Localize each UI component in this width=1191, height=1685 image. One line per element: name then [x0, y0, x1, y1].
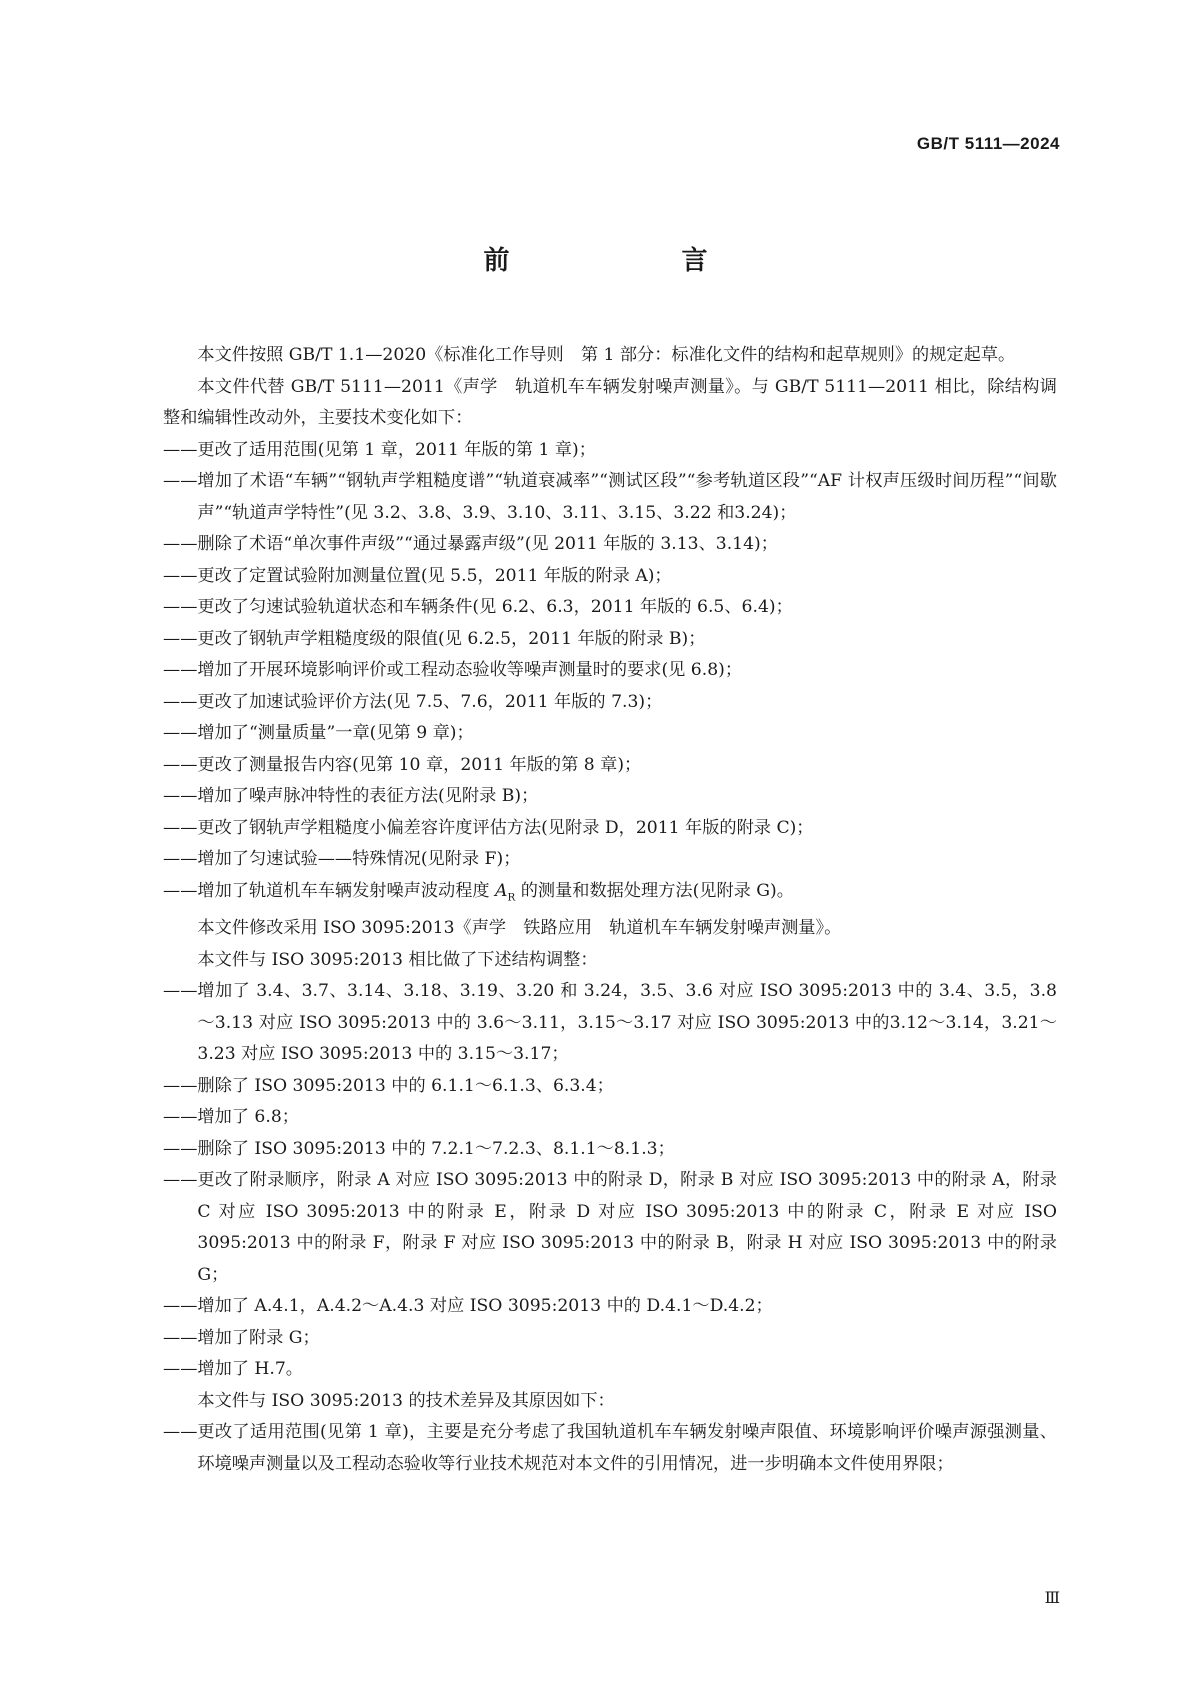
- list-item: [163, 1134, 1057, 1166]
- list-item: [163, 876, 1057, 914]
- list-item: [163, 1354, 1057, 1386]
- text: 更改了钢轨声学粗糙度级的限值(见 6.2.5，2011 年版的附录 B)；: [197, 628, 706, 649]
- list-dash: ——: [163, 597, 198, 617]
- text: 更改了测量报告内容(见第 10 章，2011 年版的第 8 章)；: [197, 754, 642, 775]
- list-item: [163, 750, 1057, 782]
- standard-code: GB/T 5111—2024: [916, 134, 1060, 153]
- list-dash: ——: [163, 471, 198, 491]
- text: 更改了加速试验评价方法(见 7.5、7.6，2011 年版的 7.3)；: [197, 691, 663, 712]
- text: 更改了定置试验附加测量位置(见 5.5，2011 年版的附录 A)；: [197, 565, 672, 586]
- list-dash: ——: [163, 1296, 198, 1317]
- list-dash: ——: [163, 565, 198, 586]
- text: 本文件代替 GB/T 5111—2011《声学 轨道机车车辆发射噪声测量》。与 GB/T 5111—2011 相比，除结构调整和编辑性改动外，主要技术变化如下：: [163, 376, 1057, 428]
- paragraph: [163, 1386, 1057, 1418]
- list-dash: ——: [163, 1107, 198, 1128]
- paragraph: [163, 945, 1057, 977]
- list-dash: ——: [163, 1075, 198, 1096]
- list-item: [163, 813, 1057, 845]
- list-dash: ——: [163, 628, 198, 649]
- text: 更改了钢轨声学粗糙度小偏差容许度评估方法(见附录 D，2011 年版的附录 C)；: [197, 817, 814, 838]
- text: 增加了附录 G；: [197, 1327, 320, 1348]
- list-item: [163, 781, 1057, 813]
- list-item: [163, 687, 1057, 719]
- list-item: [163, 1323, 1057, 1355]
- text: 删除了 ISO 3095:2013 中的 6.1.1～6.1.3、6.3.4；: [197, 1075, 614, 1096]
- list-dash: ——: [163, 981, 198, 1002]
- text: 增加了术语“车辆”“钢轨声学粗糙度谱”“轨道衰减率”“测试区段”“参考轨道区段”“AF 计权声压级时间历程”“间歇声”“轨道声学特性”(见 3.2、3.8、3.9、3.10、3.11、3.15、3.22 和3.24)；: [197, 471, 1057, 523]
- text: 本文件与 ISO 3095:2013 相比做了下述结构调整：: [197, 949, 598, 970]
- text: 更改了适用范围(见第 1 章)，主要是充分考虑了我国轨道机车车辆发射噪声限值、环境影响评价噪声源强测量、环境噪声测量以及工程动态验收等行业技术规范对本文件的引用情况，进一步明确本文件使用界限；: [197, 1422, 1057, 1474]
- list-dash: ——: [163, 849, 198, 869]
- text: 增加了噪声脉冲特性的表征方法(见附录 B)；: [197, 786, 539, 806]
- list-item: [163, 561, 1057, 593]
- document-body: [163, 340, 1057, 1480]
- list-item: [163, 592, 1057, 624]
- list-dash: ——: [163, 1327, 198, 1348]
- list-dash: ——: [163, 1170, 198, 1191]
- list-item: [163, 976, 1057, 1071]
- paragraph: [163, 340, 1057, 372]
- list-dash: ——: [163, 1138, 198, 1159]
- list-dash: ——: [163, 754, 198, 775]
- list-dash: ——: [163, 660, 198, 680]
- text: 更改了适用范围(见第 1 章，2011 年版的第 1 章)；: [197, 439, 596, 460]
- text: 更改了附录顺序，附录 A 对应 ISO 3095:2013 中的附录 D，附录 B 对应 ISO 3095:2013 中的附录 A，附录 C 对应 ISO 3095:2013 中的附录 E，附录 D 对应 ISO 3095:2013 中的附录 C，附录 E 对应 ISO 3095:2013 中的附录 F，附录 F 对应 ISO 3095:2013 中的附录 B，附录 H 对应 ISO 3095:2013 中的附录 G；: [197, 1170, 1057, 1285]
- list-item: [163, 655, 1057, 687]
- text: 增加了 H.7。: [197, 1359, 303, 1380]
- text: 增加了“测量质量”一章(见第 9 章)；: [197, 723, 474, 743]
- text: 增加了轨道机车车辆发射噪声波动程度 $A_R$ 的测量和数据处理方法(见附录 G)。: [197, 880, 794, 903]
- text: 增加了开展环境影响评价或工程动态验收等噪声测量时的要求(见 6.8)；: [197, 660, 743, 680]
- text: 本文件与 ISO 3095:2013 的技术差异及其原因如下：: [197, 1390, 615, 1411]
- text: 增加了 3.4、3.7、3.14、3.18、3.19、3.20 和 3.24，3.5、3.6 对应 ISO 3095:2013 中的 3.4、3.5，3.8～3.13 对应 ISO 3095:2013 中的 3.6～3.11，3.15～3.17 对应 ISO 3095:2013 中的3.12～3.14，3.21～3.23 对应 ISO 3095:2013 中的 3.15～3.17；: [197, 981, 1057, 1065]
- list-item: [163, 435, 1057, 467]
- page-number: Ⅲ: [1044, 1590, 1060, 1607]
- list-item: [163, 1291, 1057, 1323]
- list-dash: ——: [163, 786, 198, 806]
- text: 删除了术语“单次事件声级”“通过暴露声级”(见 2011 年版的 3.13、3.14)；: [197, 534, 778, 554]
- text: 增加了匀速试验——特殊情况(见附录 F)；: [197, 849, 521, 869]
- list-dash: ——: [163, 817, 198, 838]
- list-item: [163, 1102, 1057, 1134]
- list-item: [163, 1417, 1057, 1480]
- text: 本文件按照 GB/T 1.1—2020《标准化工作导则 第 1 部分：标准化文件的结构和起草规则》的规定起草。: [197, 345, 1016, 365]
- paragraph: [163, 913, 1057, 945]
- list-item: [163, 466, 1057, 529]
- list-item: [163, 529, 1057, 561]
- list-dash: ——: [163, 723, 198, 743]
- list-item: [163, 1165, 1057, 1291]
- list-dash: ——: [163, 534, 198, 554]
- list-dash: ——: [163, 1359, 198, 1380]
- list-dash: ——: [163, 880, 198, 901]
- list-item: [163, 718, 1057, 750]
- text: 增加了 6.8；: [197, 1107, 299, 1128]
- list-dash: ——: [163, 439, 198, 460]
- list-dash: ——: [163, 691, 198, 712]
- list-item: [163, 624, 1057, 656]
- text: 删除了 ISO 3095:2013 中的 7.2.1～7.2.3、8.1.1～8.1.3；: [197, 1138, 675, 1159]
- text: 更改了匀速试验轨道状态和车辆条件(见 6.2、6.3，2011 年版的 6.5、6.4)；: [197, 597, 793, 617]
- list-dash: ——: [163, 1422, 198, 1443]
- page-title: 前 言: [483, 246, 748, 276]
- list-item: [163, 844, 1057, 876]
- list-item: [163, 1071, 1057, 1103]
- paragraph: [163, 372, 1057, 435]
- text: 增加了 A.4.1，A.4.2～A.4.3 对应 ISO 3095:2013 中的 D.4.1～D.4.2；: [197, 1296, 773, 1317]
- text: 本文件修改采用 ISO 3095:2013《声学 铁路应用 轨道机车车辆发射噪声测量》。: [197, 918, 842, 939]
